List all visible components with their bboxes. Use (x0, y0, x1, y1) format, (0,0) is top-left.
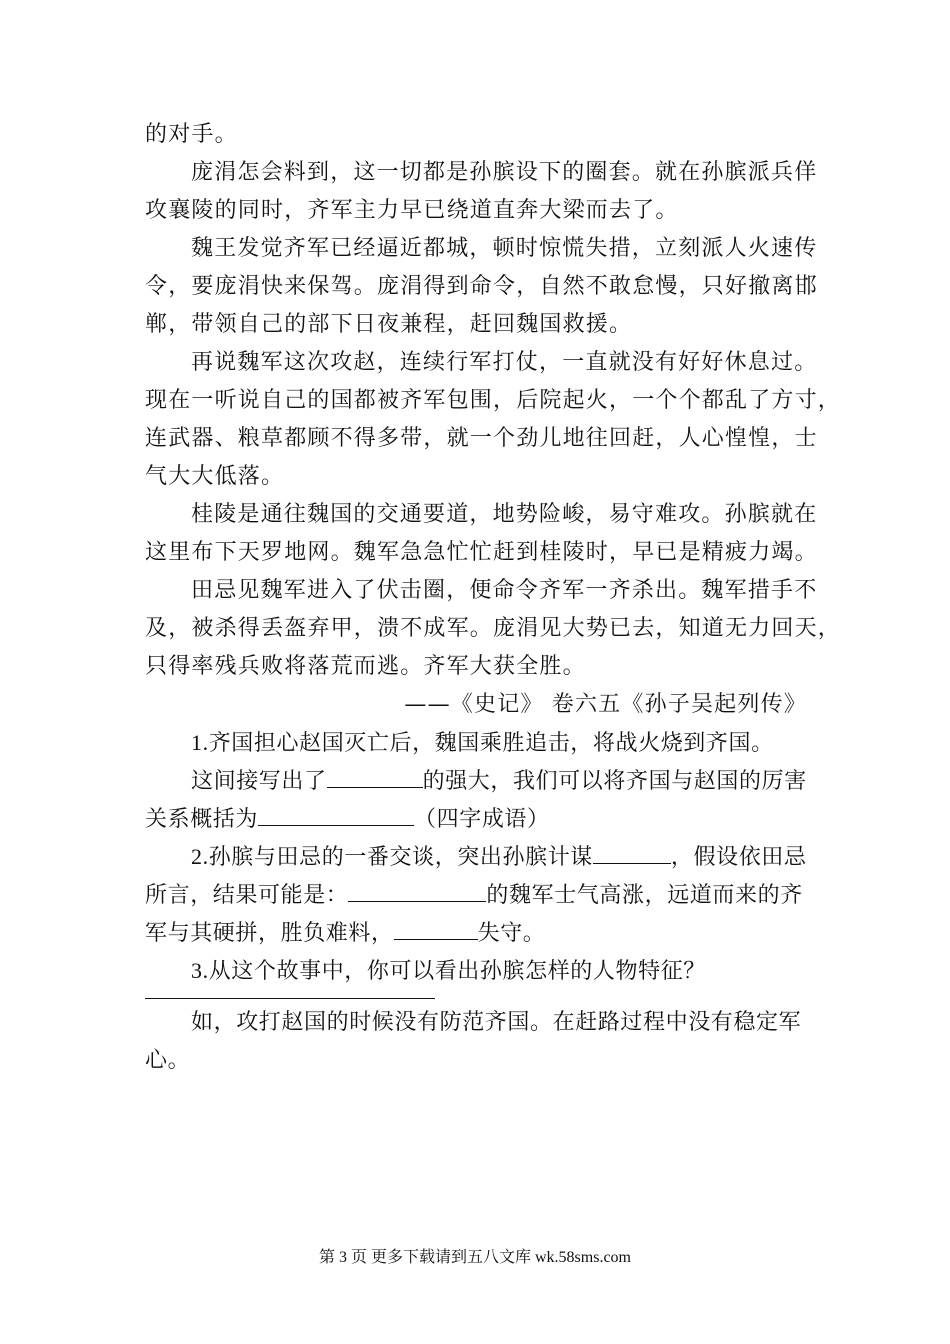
story-line: 连武器、粮草都顾不得多带，就一个劲儿地往回赶，人心惶惶，士 (145, 426, 818, 451)
story-line: 攻襄陵的同时，齐军主力早已绕道直奔大梁而去了。 (145, 198, 679, 223)
answer-blank[interactable] (394, 915, 478, 940)
answer-blank[interactable] (593, 839, 671, 864)
story-line: 这里布下天罗地网。魏军急急忙忙赶到桂陵时，早已是精疲力竭。 (145, 540, 818, 565)
answer-blank[interactable] (327, 763, 423, 788)
question-text: ，假设依田忌 (670, 844, 807, 869)
question-2-line (145, 876, 807, 914)
question-2-line (145, 914, 807, 952)
question-text: 失守。 (477, 920, 546, 945)
page-content (145, 116, 842, 1079)
question-text: （四字成语） (414, 806, 550, 831)
answer-text: 心。 (145, 1047, 191, 1072)
question-1-line (145, 762, 807, 800)
page-footer: 第 3 页 更多下载请到五八文库 wk.58sms.com (318, 1249, 631, 1266)
story-line: 及，被杀得丢盔弃甲，溃不成军。庞涓见大势已去，知道无力回天， (145, 616, 842, 641)
answer-blank[interactable] (348, 877, 486, 902)
story-line: 现在一听说自己的国都被齐军包围，后院起火，一个个都乱了方寸， (145, 388, 842, 413)
story-line: 的对手。 (145, 122, 238, 147)
question-text: 这间接写出了 (191, 768, 327, 793)
story-line: 魏王发觉齐军已经逼近都城，顿时惊慌失措，立刻派人火速传 (191, 236, 818, 261)
question-text: 的强大，我们可以将齐国与赵国的厉害 (422, 768, 807, 793)
question-3-prompt: 3.从这个故事中，你可以看出孙膑怎样的人物特征？ (191, 958, 706, 983)
story-line: 庞涓怎会料到，这一切都是孙膑设下的圈套。就在孙膑派兵佯 (191, 160, 818, 185)
answer-blank[interactable] (258, 801, 414, 826)
story-line: 郸，带领自己的部下日夜兼程，赶回魏国救援。 (145, 312, 633, 337)
story-line: 桂陵是通往魏国的交通要道，地势险峻，易守难攻。孙膑就在 (191, 502, 818, 527)
story-line: 气大大低落。 (145, 464, 285, 489)
question-text: 的魏军士气高涨，远道而来的齐 (486, 882, 803, 907)
answer-text: 如，攻打赵国的时候没有防范齐国。在赶路过程中没有稳定军 (191, 1009, 802, 1034)
answer-line[interactable] (145, 998, 435, 999)
story-line: 田忌见魏军进入了伏击圈，便命令齐军一齐杀出。魏军措手不 (191, 578, 818, 603)
story-line: 只得率残兵败将落荒而逃。齐军大获全胜。 (145, 654, 586, 679)
question-text: 军与其硬拼，胜负难料， (145, 920, 394, 945)
question-text: 所言，结果可能是： (145, 882, 349, 907)
question-text: 关系概括为 (145, 806, 259, 831)
question-1-line (145, 800, 807, 838)
story-source: ——《史记》 卷六五《孙子吴起列传》 (404, 692, 807, 717)
story-line: 令，要庞涓快来保驾。庞涓得到命令，自然不敢怠慢，只好撤离邯 (145, 274, 818, 299)
question-2-line (145, 838, 807, 876)
question-text: 2.孙膑与田忌的一番交谈，突出孙膑计谋 (191, 844, 593, 869)
question-1-prompt: 1.齐国担心赵国灭亡后，魏国乘胜追击，将战火烧到齐国。 (191, 730, 774, 755)
story-line: 再说魏军这次攻赵，连续行军打仗，一直就没有好好休息过。 (191, 350, 818, 375)
